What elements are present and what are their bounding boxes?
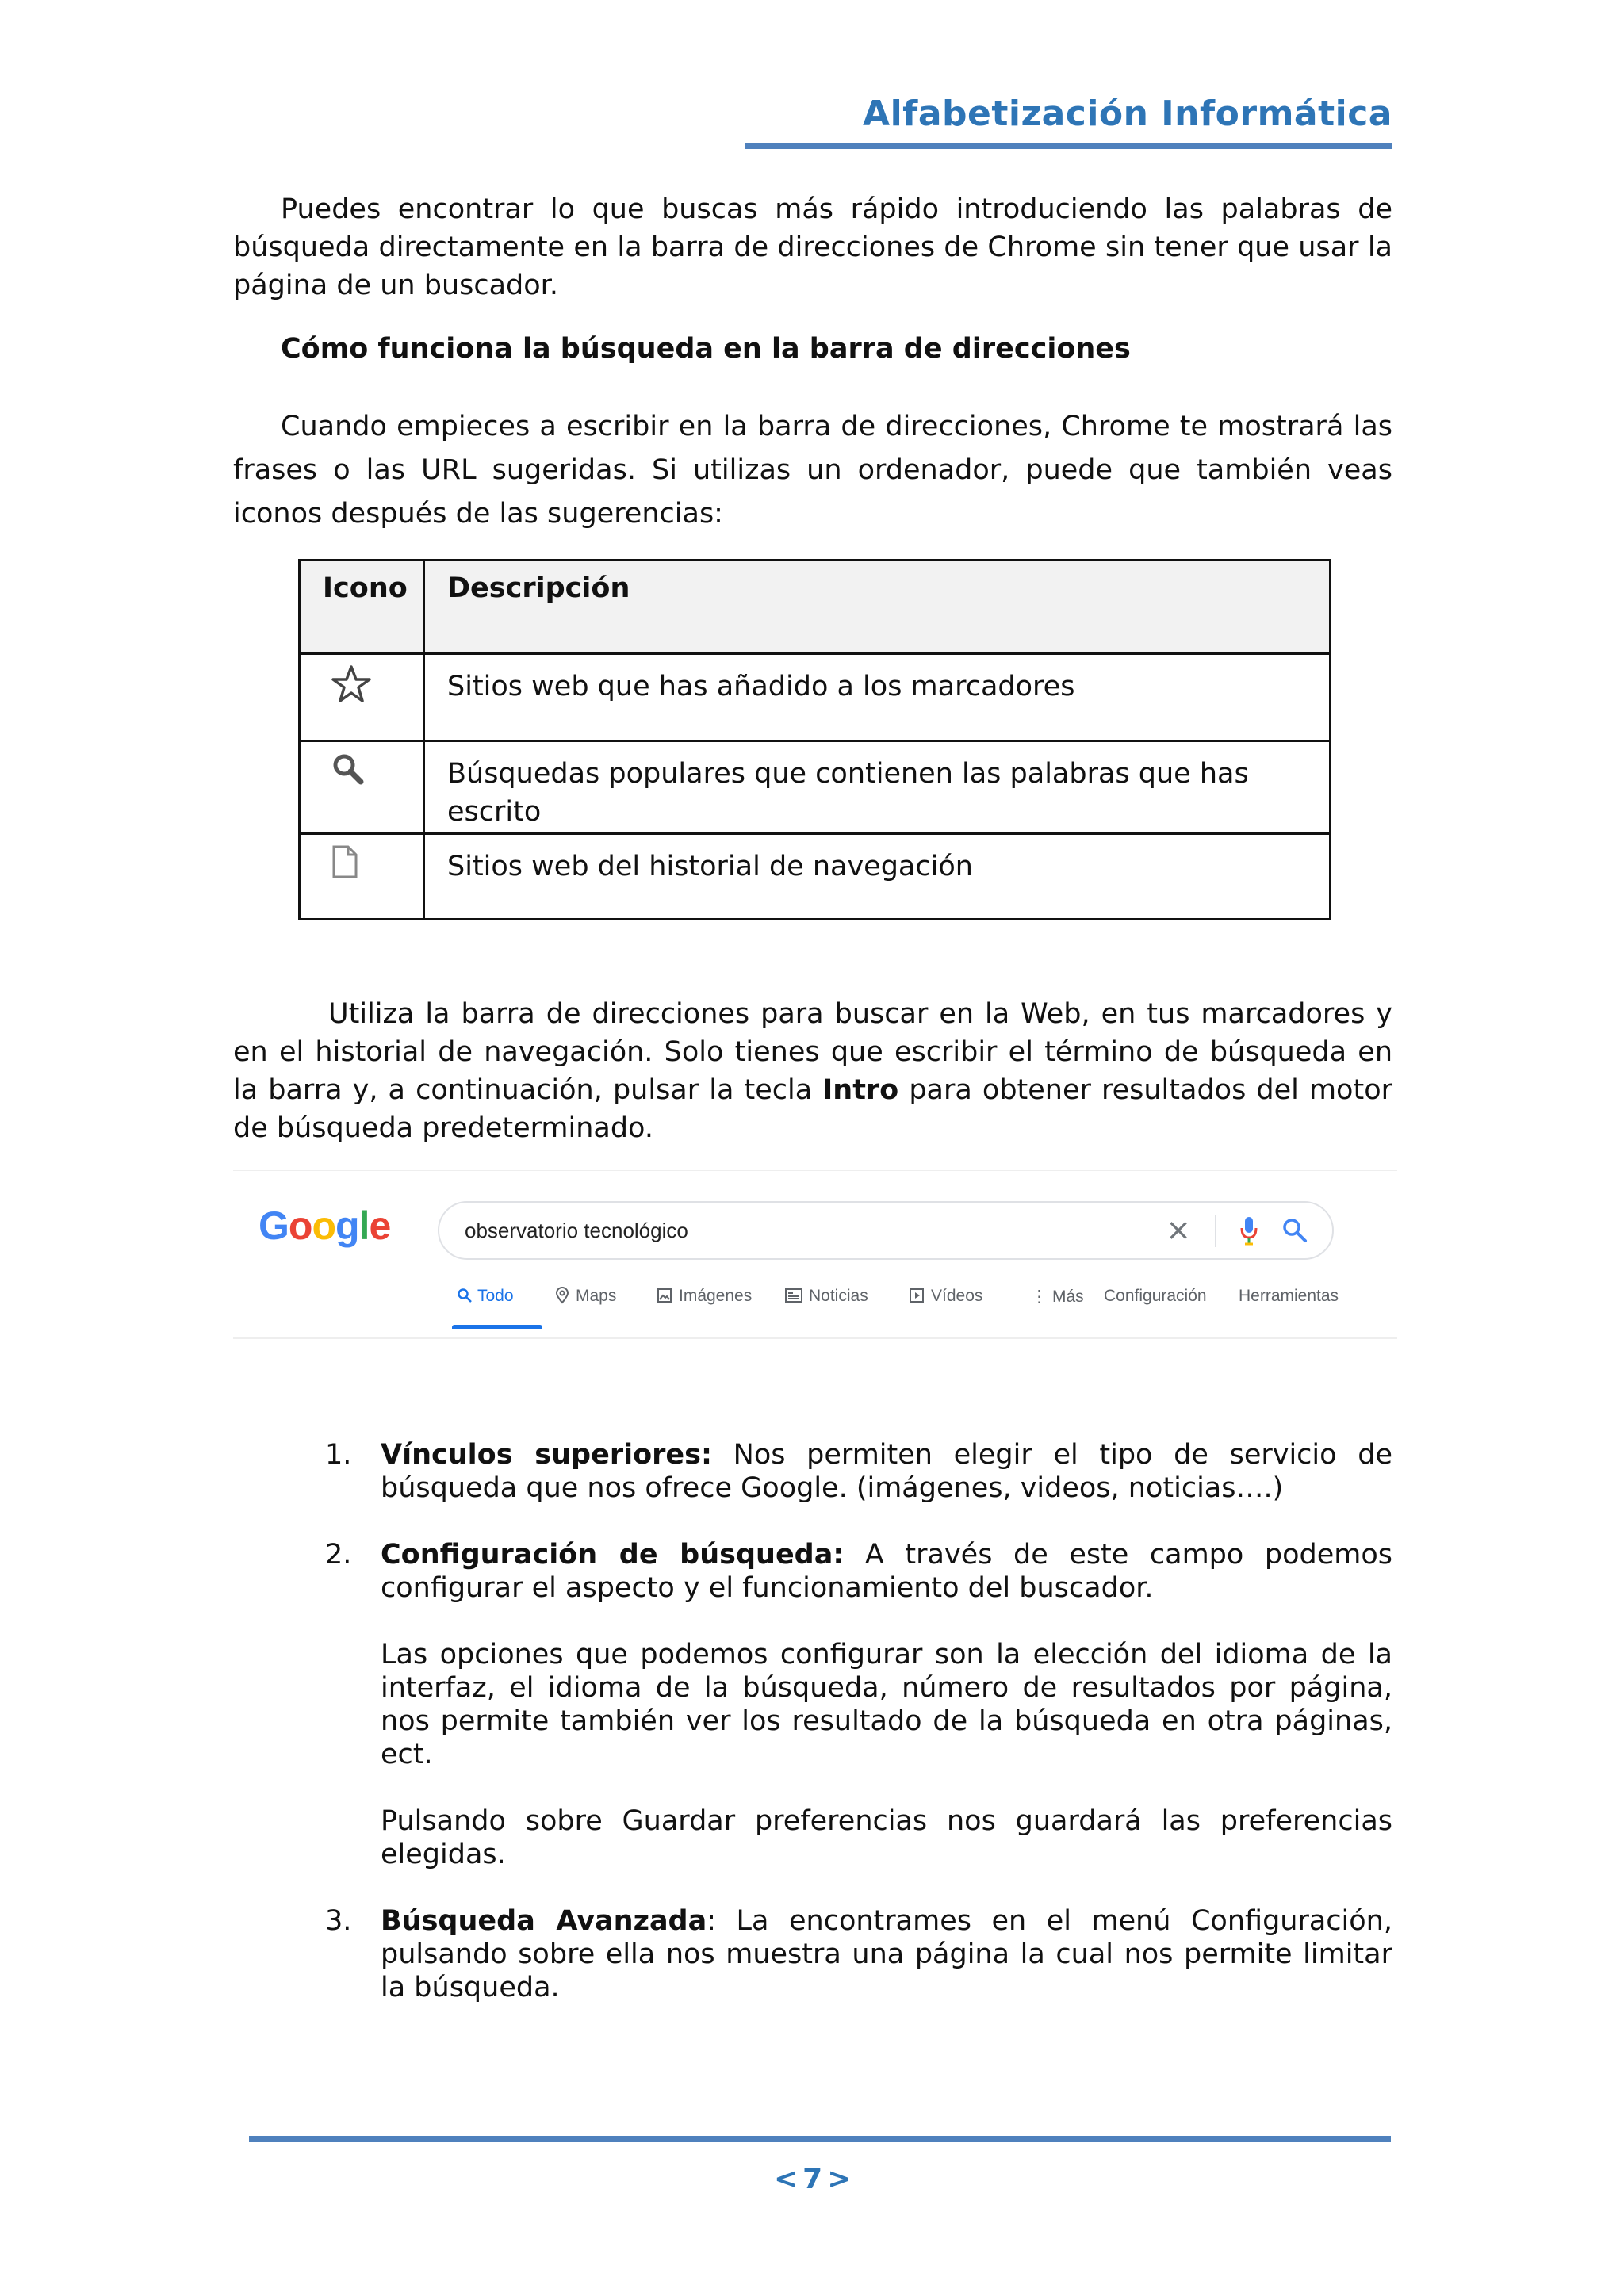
divider <box>1215 1215 1216 1247</box>
image-icon <box>657 1288 672 1303</box>
star-icon <box>301 655 423 711</box>
search-icon <box>301 742 423 794</box>
table-row <box>300 741 1331 834</box>
suggestions-paragraph: Cuando empieces a escribir en la barra de direcciones, Chrome te mostrará las frases o las URL sugeridas. Si utilizas un ordenador, puede que también veas iconos después de las sugerencias: <box>233 411 1392 530</box>
tab-maps[interactable]: Maps <box>555 1287 616 1306</box>
intro-paragraph: Puedes encontrar lo que buscas más rápido introduciendo las palabras de búsqueda directamente en la barra de direcciones de Chrome sin tener que usar la página de un buscador. <box>233 193 1392 301</box>
list-item-title: Búsqueda Avanzada <box>381 1905 707 1937</box>
header-title: Alfabetización Informática <box>863 94 1392 134</box>
table-cell-description: Sitios web del historial de navegación <box>447 851 973 882</box>
table-row <box>300 654 1331 741</box>
google-logo: Google <box>259 1203 391 1248</box>
table-cell-description: Búsquedas populares que contienen las palabras que has escrito <box>447 758 1249 828</box>
active-tab-indicator <box>452 1325 542 1329</box>
video-icon <box>909 1288 925 1303</box>
map-pin-icon <box>555 1287 569 1304</box>
page-number: < 7 > <box>774 2163 852 2195</box>
search-input[interactable] <box>438 1201 1334 1260</box>
footer-rule <box>249 2136 1391 2142</box>
chevron-right-icon: > <box>827 2163 852 2195</box>
more-vertical-icon: ⋮ <box>1031 1288 1048 1306</box>
tab-videos[interactable]: Vídeos <box>909 1287 982 1306</box>
google-screenshot <box>233 1170 1397 1339</box>
list-item-title: Vínculos superiores: <box>381 1439 712 1471</box>
tab-noticias[interactable]: Noticias <box>785 1287 868 1306</box>
search-query[interactable]: observatorio tecnológico <box>465 1219 688 1242</box>
list-item-title: Configuración de búsqueda: <box>381 1539 845 1571</box>
tab-imagenes[interactable]: Imágenes <box>657 1287 752 1306</box>
save-preferences-paragraph: Pulsando sobre Guardar preferencias nos guardará las preferencias elegidas. <box>381 1805 1392 1870</box>
close-icon[interactable]: × <box>1166 1212 1191 1247</box>
table-header-row <box>300 561 1331 654</box>
intro-key: Intro <box>822 1074 899 1106</box>
search-icon[interactable] <box>1281 1217 1308 1247</box>
tab-mas[interactable]: ⋮ Más <box>1031 1288 1084 1306</box>
tab-todo[interactable]: Todo <box>457 1287 514 1306</box>
table-row <box>300 834 1331 920</box>
table-cell-description: Sitios web que has añadido a los marcadores <box>447 671 1075 702</box>
tab-configuracion[interactable]: Configuración <box>1104 1287 1207 1305</box>
config-options-paragraph: Las opciones que podemos configurar son la elección del idioma de la interfaz, el idioma de la búsqueda, número de resultados por página, nos permite también ver los resultado de la búsqueda en otra páginas, ect. <box>381 1639 1392 1770</box>
microphone-icon[interactable] <box>1239 1215 1259 1250</box>
news-icon <box>785 1288 802 1303</box>
section-heading: Cómo funciona la búsqueda en la barra de direcciones <box>281 333 1131 365</box>
document-icon <box>301 835 423 886</box>
usage-paragraph: Utiliza la barra de direcciones para buscar en la Web, en tus marcadores y en el historial de navegación. Solo tienes que escribir el término de búsqueda en la barra y, a continuación, pulsar la tecla Intro para obtener resultados del motor de búsqueda predeterminado. <box>233 998 1392 1144</box>
header-rule <box>745 143 1392 149</box>
tab-herramientas[interactable]: Herramientas <box>1239 1287 1339 1305</box>
table-header-description: Descripción <box>424 561 1331 654</box>
table-header-icon: Icono <box>300 561 424 654</box>
icons-table <box>298 559 1331 920</box>
chevron-left-icon: < <box>774 2163 799 2195</box>
search-icon <box>457 1288 473 1303</box>
